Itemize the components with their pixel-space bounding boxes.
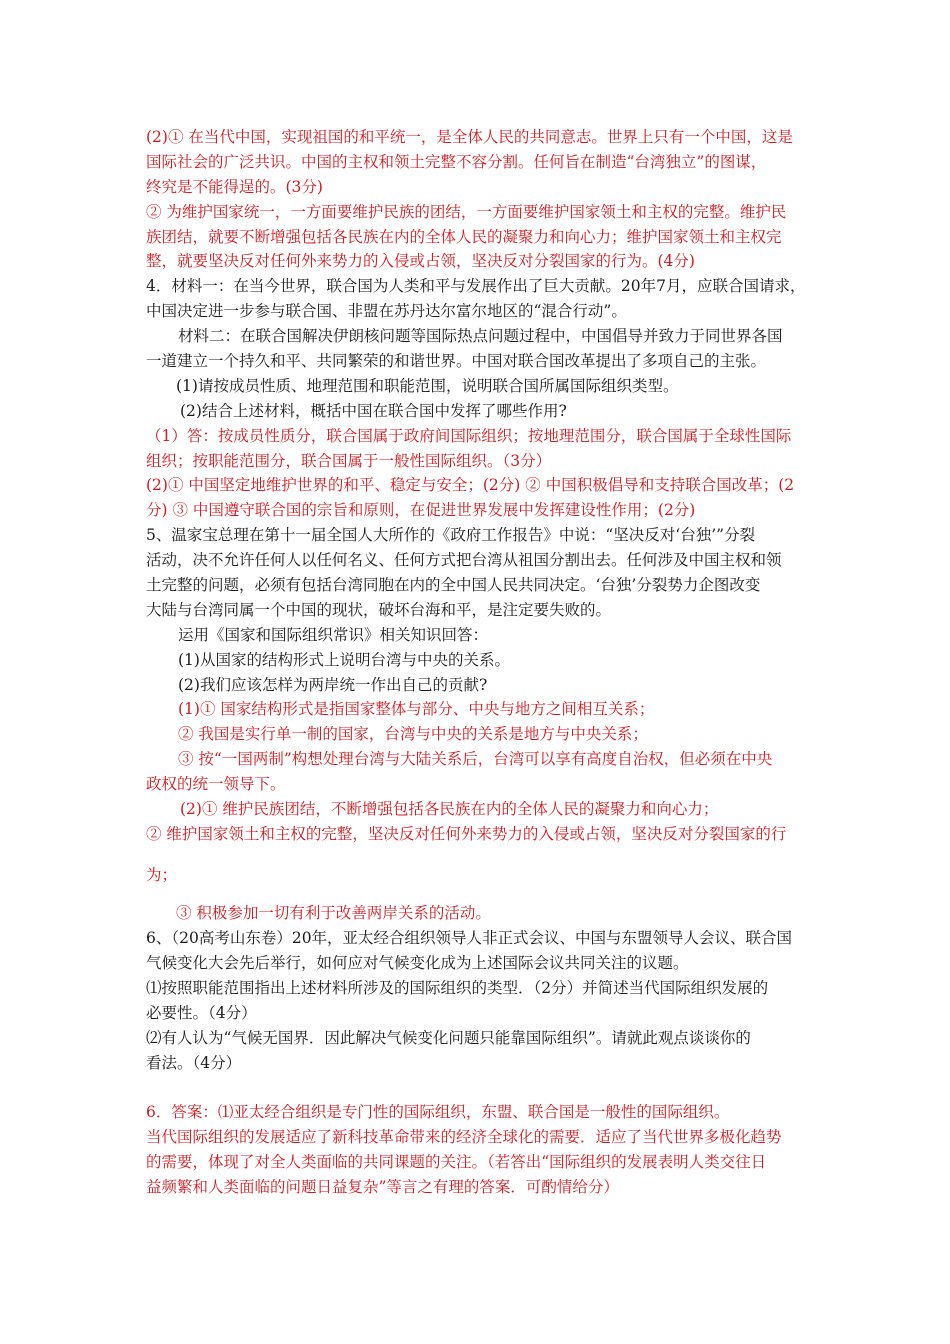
text-line: 为； — [146, 866, 178, 884]
text-line: (2)① 在当代中国，实现祖国的和平统一，是全体人民的共同意志。世界上只有一个中国，这是 — [146, 128, 793, 146]
text-line: 整，就要坚决反对任何外来势力的入侵或占领，坚决反对分裂国家的行为。(4分) — [146, 252, 695, 270]
text-line: (2)① 中国坚定地维护世界的和平、稳定与安全；(2分) ② 中国积极倡导和支持联合国改革；(2 — [146, 476, 795, 494]
text-line: 一道建立一个持久和平、共同繁荣的和谐世界。中国对联合国改革提出了多项自己的主张。 — [146, 352, 767, 370]
text-line: 6、（20高考山东卷）20年，亚太经合组织领导人非正式会议、中国与东盟领导人会议、联合国 — [146, 929, 793, 947]
text-line: 气候变化大会先后举行，如何应对气候变化成为上述国际会议共同关注的议题。 — [146, 954, 689, 972]
text-line: (1)从国家的结构形式上说明台湾与中央的关系。 — [178, 651, 510, 669]
text-line: 终究是不能得逞的。(3分) — [146, 178, 323, 196]
text-line: ⑵有人认为“气候无国界．因此解决气候变化问题只能靠国际组织”。请就此观点谈谈你的 — [146, 1029, 751, 1047]
text-line: 4．材料一：在当今世界，联合国为人类和平与发展作出了巨大贡献。20年7月，应联合国请求， — [146, 277, 806, 295]
text-line: ② 我国是实行单一制的国家，台湾与中央的关系是地方与中央关系； — [178, 725, 648, 743]
text-line: ③ 积极参加一切有利于改善两岸关系的活动。 — [176, 904, 491, 922]
text-line: (1)请按成员性质、地理范围和职能范围，说明联合国所属国际组织类型。 — [176, 377, 679, 395]
text-line: 族团结，就要不断增强包括各民族在内的全体人民的凝聚力和向心力；维护国家领土和主权完 — [146, 228, 782, 246]
text-line: ⑴按照职能范围指出上述材料所涉及的国际组织的类型．（2分）并简述当代国际组织发展的 — [146, 979, 769, 997]
text-line: 土完整的问题，必须有包括台湾同胞在内的全中国人民共同决定。‘台独’分裂势力企图改变 — [146, 576, 761, 594]
text-line: (2)我们应该怎样为两岸统一作出自己的贡献? — [178, 676, 488, 694]
text-line: (1)① 国家结构形式是指国家整体与部分、中央与地方之间相互关系； — [178, 700, 655, 718]
text-line: 活动，决不允许任何人以任何名义、任何方式把台湾从祖国分割出去。任何涉及中国主权和领 — [146, 551, 782, 569]
text-line: (2)结合上述材料，概括中国在联合国中发挥了哪些作用? — [180, 402, 567, 420]
text-line: (2)① 维护民族团结，不断增强包括各民族在内的全体人民的凝聚力和向心力； — [180, 800, 719, 818]
text-line: 组织；按职能范围分，联合国属于一般性国际组织。（3分） — [146, 452, 552, 470]
text-line: 材料二：在联合国解决伊朗核问题等国际热点问题过程中，中国倡导并致力于同世界各国 — [178, 327, 783, 345]
text-line: 国际社会的广泛共识。中国的主权和领土完整不容分割。任何旨在制造“台湾独立”的图谋， — [146, 153, 767, 171]
text-line: 运用《国家和国际组织常识》相关知识回答： — [178, 626, 489, 644]
text-line: 必要性。（4分） — [146, 1004, 257, 1022]
text-line: 5、温家宝总理在第十一届全国人大所作的《政府工作报告》中说：“坚决反对‘台独’”分裂 — [146, 526, 756, 544]
text-line: 政权的统一领导下。 — [146, 775, 286, 793]
text-line: 益频繁和人类面临的问题日益复杂”等言之有理的答案．可酌情给分） — [146, 1178, 619, 1196]
text-line: ③ 按“一国两制”构想处理台湾与大陆关系后，台湾可以享有高度自治权，但必须在中央 — [178, 750, 773, 768]
text-line: 看法。（4分） — [146, 1054, 242, 1072]
text-line: 大陆与台湾同属一个中国的现状，破坏台海和平，是注定要失败的。 — [146, 601, 612, 619]
text-line: ② 维护国家领土和主权的完整，坚决反对任何外来势力的入侵或占领，坚决反对分裂国家的行 — [146, 825, 787, 843]
text-line: （1）答：按成员性质分，联合国属于政府间国际组织；按地理范围分，联合国属于全球性国际 — [146, 427, 792, 445]
text-line: 中国决定进一步参与联合国、非盟在苏丹达尔富尔地区的“混合行动”。 — [146, 302, 627, 320]
text-line: 当代国际组织的发展适应了新科技革命带来的经济全球化的需要．适应了当代世界多极化趋势 — [146, 1128, 782, 1146]
text-line: 6．答案：⑴亚太经合组织是专门性的国际组织，东盟、联合国是一般性的国际组织。 — [146, 1103, 730, 1121]
text-line: 的需要，体现了对全人类面临的共同课题的关注。（若答出“国际组织的发展表明人类交往日 — [146, 1153, 767, 1171]
text-line: 分) ③ 中国遵守联合国的宗旨和原则，在促进世界发展中发挥建设性作用；(2分) — [146, 501, 696, 519]
text-line: ② 为维护国家统一，一方面要维护民族的团结，一方面要维护国家领土和主权的完整。维护民 — [146, 203, 787, 221]
